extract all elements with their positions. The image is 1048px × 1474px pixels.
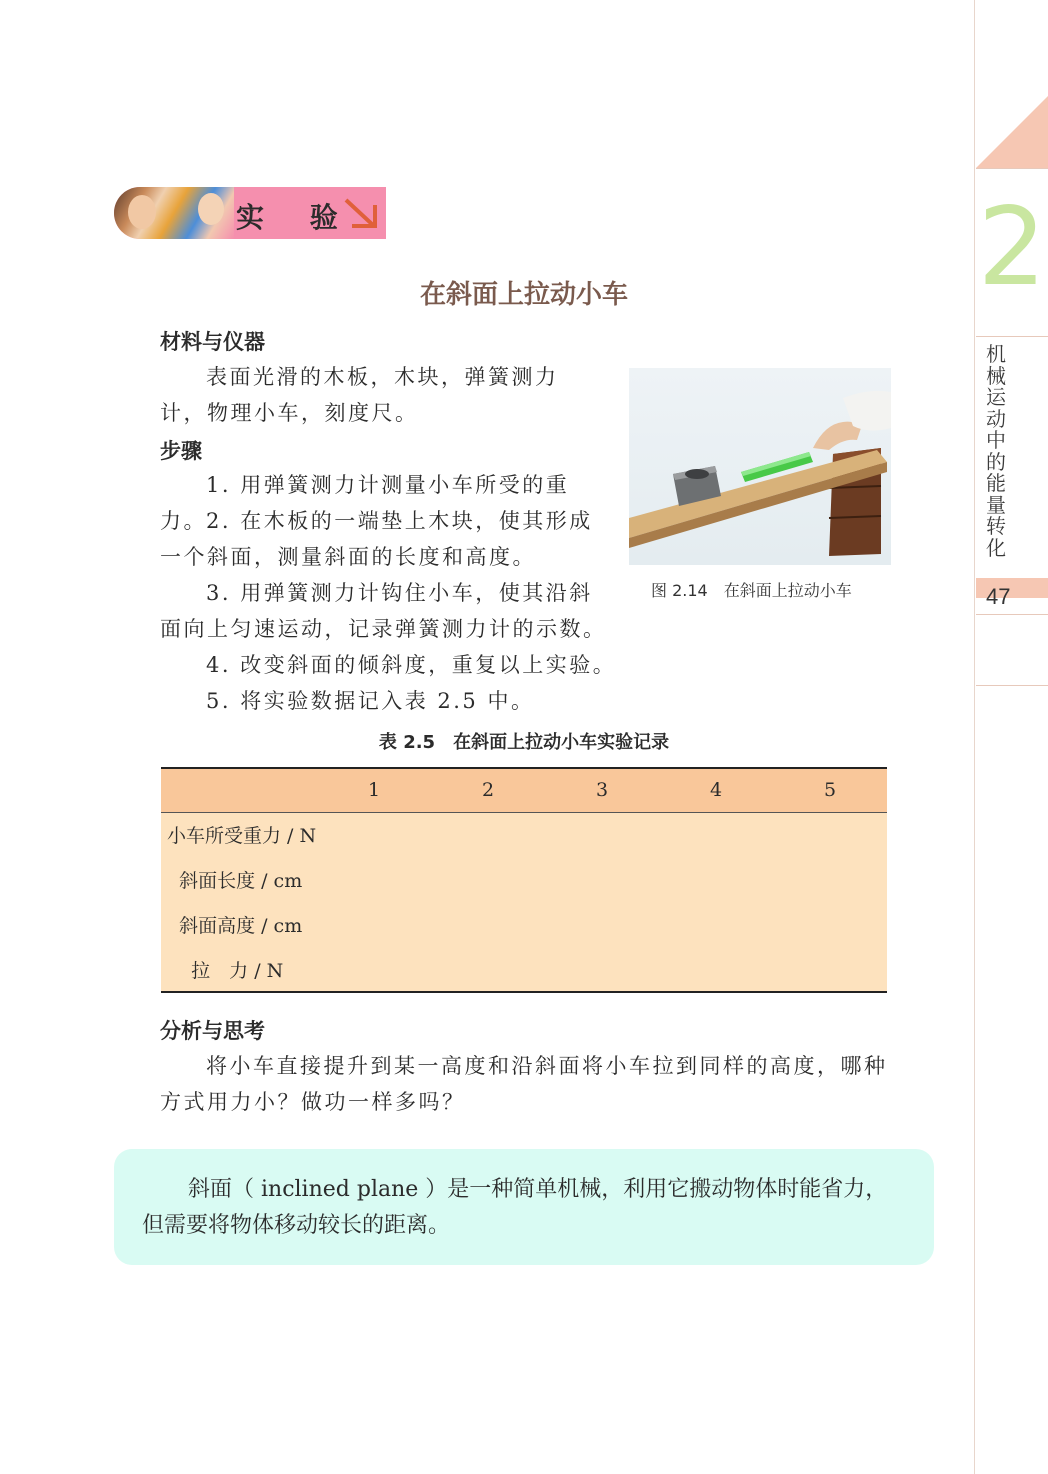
tab-divider [976,614,1048,615]
table-cell[interactable] [773,812,887,857]
inclined-plane-illustration [629,368,891,565]
table-cell[interactable] [545,857,659,902]
table-cell[interactable] [773,857,887,902]
arrow-down-right-icon [342,197,382,231]
banner-label: 实 验 [236,201,356,234]
steps-heading: 步骤 [160,439,202,463]
step-item: 5. 将实验数据记入表 2.5 中。 [206,689,535,713]
table-cell[interactable] [431,857,545,902]
chapter-title: 机械运动中的能量转化 [986,342,1006,560]
table-cell[interactable] [659,902,773,947]
chapter-number: 2 [977,185,1047,310]
tab-corner-triangle [976,96,1048,168]
table-header-cell: 5 [823,779,837,802]
materials-text: 表面光滑的木板，木块，弹簧测力计，物理小车，刻度尺。 [160,365,559,425]
table-cell[interactable] [317,812,431,857]
table-cell[interactable] [773,947,887,992]
table-cell[interactable] [773,902,887,947]
table-row [161,947,887,992]
table-cell[interactable] [317,902,431,947]
table-row-label: 拉 力 / N [167,959,284,982]
table-cell[interactable] [545,812,659,857]
analysis-heading: 分析与思考 [160,1019,265,1043]
table-header-cell: 1 [368,779,381,802]
table-cell[interactable] [545,947,659,992]
table-cell[interactable] [431,902,545,947]
table-header-cell: 4 [709,779,723,802]
materials-heading: 材料与仪器 [160,330,265,354]
table-header-row [161,768,887,812]
table-title: 表 2.5 在斜面上拉动小车实验记录 [378,732,670,753]
table-cell[interactable] [317,947,431,992]
table-row [161,857,887,902]
table-cell[interactable] [659,812,773,857]
table-row-label: 小车所受重力 / N [167,825,317,848]
table-row [161,902,887,947]
banner-photo-face [198,193,224,225]
definition-text: 斜面（ inclined plane ）是一种简单机械，利用它搬动物体时能省力，但需要将物体移动较长的距离。 [142,1177,888,1238]
table-cell[interactable] [659,857,773,902]
inclined-plane-photo [629,368,891,565]
page-title: 在斜面上拉动小车 [419,280,628,310]
table-row-label: 斜面长度 / cm [167,870,303,892]
table-row-label: 斜面高度 / cm [167,915,303,937]
table-header-cell: 3 [595,779,609,802]
table-cell[interactable] [431,812,545,857]
table-cell[interactable] [317,857,431,902]
step-item: 2. 在木板的一端垫上木块，使其形成一个斜面，测量斜面的长度和高度。 [160,509,593,569]
table-header-cell [161,768,317,812]
tab-divider [976,336,1048,337]
step-item: 1. 用弹簧测力计测量小车所受的重力。 [160,473,570,533]
page-number: 47 [986,584,1011,609]
data-table [161,767,887,993]
table-row [161,812,887,857]
step-item: 4. 改变斜面的倾斜度，重复以上实验。 [206,653,617,677]
experiment-banner [114,187,386,239]
step-item: 3. 用弹簧测力计钩住小车，使其沿斜面向上匀速运动，记录弹簧测力计的示数。 [160,581,607,641]
table-header-cell: 2 [482,779,495,802]
table-cell[interactable] [431,947,545,992]
analysis-text: 将小车直接提升到某一高度和沿斜面将小车拉到同样的高度，哪种方式用力小？做功一样多吗？ [160,1054,888,1114]
table-cell[interactable] [545,902,659,947]
banner-photo-face [128,195,156,229]
figure-caption: 图 2.14 在斜面上拉动小车 [651,581,852,600]
table-cell[interactable] [659,947,773,992]
